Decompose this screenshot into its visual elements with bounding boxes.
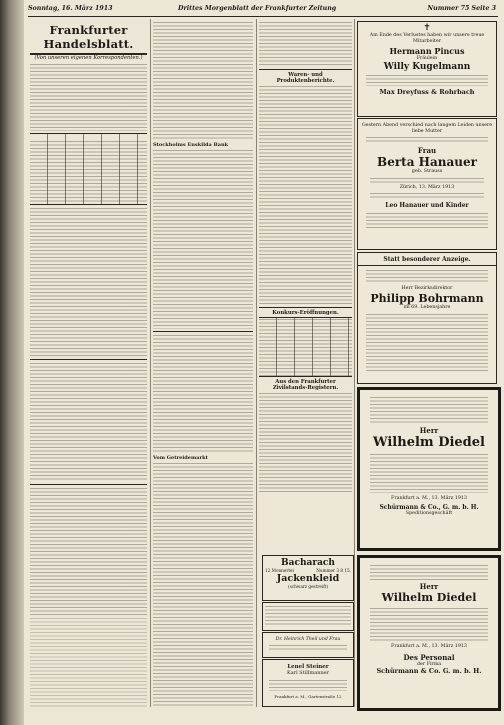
article-text (153, 462, 253, 707)
article-text (153, 149, 253, 329)
ad-firm: Max Dreyfuss & Rohrbach (379, 87, 475, 96)
ad-title: Statt besonderer Anzeige. (358, 256, 496, 266)
ad-family: Leo Hanauer und Kinder (385, 202, 469, 210)
ad-name: Hermann Pincus (389, 46, 465, 57)
ad-diedel-1 (357, 387, 501, 551)
cross-icon: ✝ (423, 23, 431, 33)
ad-sub: im 69. Lebensjahre (403, 304, 451, 310)
ad-steiner (262, 659, 354, 707)
ad-mid: Fräulein (416, 56, 438, 62)
ad-firm2: Schürmann & Co. G. m. b. H. (376, 667, 482, 676)
ad-title: Bacharach (281, 558, 335, 568)
ad-firm: Des Personal (403, 652, 455, 662)
article-text (30, 63, 147, 131)
section-heading: Konkurs-Eröffnungen. (272, 310, 339, 316)
column-1 (30, 19, 147, 707)
header-page-number: Nummer 75 Seite 3 (427, 5, 496, 12)
header-date: Sonntag, 16. März 1913 (28, 5, 113, 12)
ad-firm: Schürmann & Co., G. m. b. H. (379, 503, 479, 511)
ad-pincus (357, 21, 497, 117)
column-rule (150, 19, 151, 707)
article-heading: Vom Getreidemarkt (153, 455, 208, 461)
ad-steiner-address: Frankfurt a. M., Gartenstraße 12 (274, 694, 342, 699)
ad-name: Wilhelm Diedel (373, 435, 485, 450)
ad-intro: Am Ende des Verlustes haben wir unsere treue Mitarbeiter (369, 33, 485, 44)
article-text (259, 85, 352, 305)
ad-name: Willy Kugelmann (383, 61, 471, 72)
ad-pre: Frau (417, 146, 437, 156)
article-heading: Stockholms Enskilda Bank (153, 142, 229, 148)
ad-name: Wilhelm Diedel (381, 591, 477, 604)
ad-sub: der Firma (416, 661, 442, 667)
bankruptcy-table (259, 317, 352, 377)
article-text (30, 362, 147, 482)
section-subtitle: (Von unseren eigenen Korrespondenten.) (34, 55, 143, 61)
ad-right-note: Nummer 3 8 15. (316, 568, 351, 573)
article-text (30, 617, 147, 707)
ad-left-note: 12 Monnertei (265, 568, 294, 573)
ad-pre: Herr (419, 582, 439, 591)
article-text (30, 487, 147, 617)
ad-notice (262, 602, 354, 631)
ad-pre: Herr Bezirksdirektor (401, 286, 453, 291)
ad-sub: geb. Strauss (411, 169, 443, 175)
ad-pre: Herr (419, 426, 439, 435)
ad-name: Jackenkleid (276, 573, 340, 584)
column-rule (256, 19, 257, 707)
stock-table (30, 133, 147, 205)
ad-hanauer (357, 118, 497, 250)
ad-doctor-name: Dr. Heinrich Theil und Frau (275, 637, 341, 642)
ad-place: Frankfurt a. M., 13. März 1913 (391, 644, 467, 649)
page-header (28, 3, 498, 17)
ad-steiner-name: Lenel Steiner (287, 664, 329, 670)
article-text (259, 21, 352, 67)
ad-bohrmann (357, 252, 497, 384)
article-text (30, 207, 147, 357)
ad-steiner-name2: Karl Stillmanner (286, 670, 330, 676)
ad-name: Berta Hanauer (377, 155, 477, 170)
article-text (259, 392, 352, 492)
ad-sub: Speditionsgeschäft (405, 510, 453, 516)
article-text (153, 21, 253, 141)
header-title: Drittes Morgenblatt der Frankfurter Zeitung (178, 5, 337, 12)
ad-sub: (schwarz gestreift) (287, 584, 329, 589)
section-heading: Waren- und Produktenberichte. (276, 72, 335, 84)
section-heading: Aus den Frankfurter Zivilstands-Registern. (272, 379, 339, 391)
section-masthead: Frankfurter Handelsblatt. (30, 19, 147, 55)
ad-diedel-2 (357, 555, 501, 711)
ad-bacharach (262, 555, 354, 601)
ad-doctor (262, 632, 354, 658)
page-binding (0, 0, 24, 725)
ad-intro: Gestern Abend verschied nach langem Leiden unsere liebe Mutter (361, 123, 493, 134)
column-2 (153, 19, 253, 707)
article-text (153, 334, 253, 454)
ad-name: Philipp Bohrmann (370, 291, 484, 305)
ad-date: Zürich, 13. März 1913 (399, 184, 455, 190)
ad-place: Frankfurt a. M., 13. März 1913 (391, 496, 467, 501)
column-rule (354, 19, 355, 707)
